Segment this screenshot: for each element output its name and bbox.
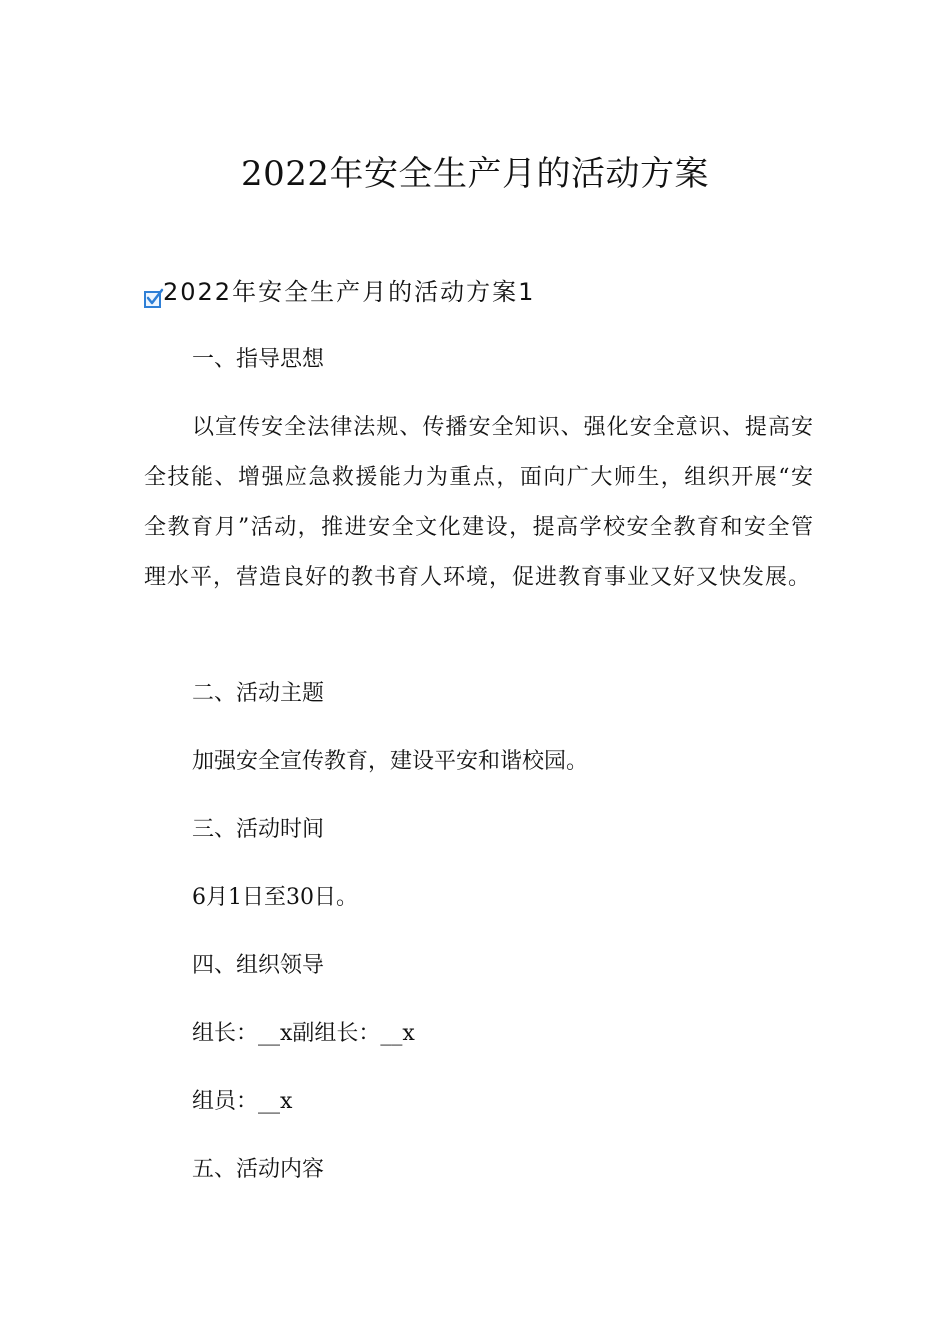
paragraph-leaders: 组长：__x副组长：__x: [192, 1021, 415, 1046]
heading-organization: 四、组织领导: [192, 953, 325, 978]
heading-activity-theme: 二、活动主题: [192, 681, 325, 706]
document-title: 2022年安全生产月的活动方案: [240, 154, 710, 194]
paragraph-guiding-ideology: 以宣传安全法律法规、传播安全知识、强化安全意识、提高安全技能、增强应急救援能力为重点，面向广大师生，组织开展“安全教育月”活动，推进安全文化建设，提高学校安全教育和安全管理水平，营造良好的教书育人环境，促进教育事业又好又快发展。: [144, 415, 814, 590]
heading-activity-time: 三、活动时间: [192, 817, 325, 842]
checked-checkbox-icon: [144, 291, 161, 308]
section-heading: [144, 274, 824, 310]
paragraph-activity-time: 6月1日至30日。: [192, 885, 358, 910]
paragraph-activity-theme: 加强安全宣传教育，建设平安和谐校园。: [192, 749, 589, 774]
heading-guiding-ideology: 一、指导思想: [192, 347, 325, 372]
heading-activity-content: 五、活动内容: [192, 1157, 325, 1182]
section-heading-text: 2022年安全生产月的活动方案1: [163, 278, 536, 306]
paragraph-members: 组员：__x: [192, 1089, 293, 1114]
